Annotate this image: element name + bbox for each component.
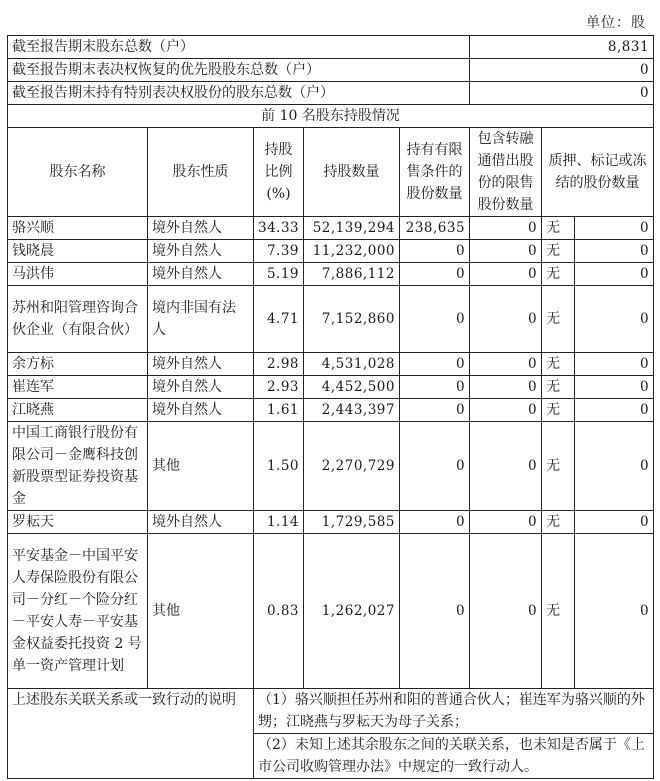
summary-value: 8,831: [470, 36, 654, 59]
lent-shares: 0: [470, 511, 542, 534]
shareholder-nature: 境外自然人: [148, 511, 254, 534]
lent-shares: 0: [470, 422, 542, 511]
summary-row: [8, 59, 654, 82]
shareholder-name: 崔连军: [8, 376, 148, 399]
shareholder-nature: 境内非国有法人: [148, 286, 254, 353]
summary-value: 0: [470, 59, 654, 82]
shareholder-nature: 其他: [148, 534, 254, 689]
table-row: [8, 240, 654, 263]
shareholder-name: 中国工商银行股份有限公司－金鹰科技创新股票型证券投资基金: [8, 422, 148, 511]
pledge-cell: [542, 240, 654, 263]
pledge-status: 无: [542, 422, 575, 510]
pledge-cell: [542, 353, 654, 376]
table-row: [8, 353, 654, 376]
holding-ratio: 1.14: [254, 511, 304, 534]
restricted-shares: 0: [400, 511, 470, 534]
pledge-quantity: 0: [639, 220, 650, 236]
shareholder-name: 钱晓晨: [8, 240, 148, 263]
pledge-quantity: 0: [639, 458, 650, 474]
header-shares: 持股数量: [304, 128, 400, 217]
pledge-cell: [542, 286, 654, 353]
header-name: 股东名称: [8, 128, 148, 217]
table-row: [8, 376, 654, 399]
summary-row: [8, 82, 654, 105]
pledge-cell: [542, 399, 654, 422]
restricted-shares: 0: [400, 376, 470, 399]
pledge-cell: [542, 217, 654, 240]
restricted-shares: 0: [400, 422, 470, 511]
header-lent: 包含转融通借出股份的限售股份数量: [470, 128, 542, 217]
holding-ratio: 1.50: [254, 422, 304, 511]
pledge-status: 无: [542, 534, 575, 688]
summary-row: [8, 36, 654, 59]
shareholder-nature: 境外自然人: [148, 353, 254, 376]
restricted-shares: 0: [400, 286, 470, 353]
pledge-status: 无: [542, 217, 575, 239]
shareholder-nature: 境外自然人: [148, 217, 254, 240]
share-count: 52,139,294: [304, 217, 400, 240]
restricted-shares: 0: [400, 353, 470, 376]
pledge-status: 无: [542, 511, 575, 533]
section-title: 前 10 名股东持股情况: [8, 105, 654, 128]
header-ratio: 持股比例(%): [254, 128, 304, 217]
relation-label: 上述股东关联关系或一致行动的说明: [8, 689, 254, 779]
lent-shares: 0: [470, 217, 542, 240]
restricted-shares: 0: [400, 534, 470, 689]
shareholder-nature: 境外自然人: [148, 263, 254, 286]
relation-text-2: （2）未知上述其余股东之间的关联关系，也未知是否属于《上市公司收购管理办法》中规定的一致行动人。: [254, 734, 654, 779]
lent-shares: 0: [470, 286, 542, 353]
section-title-row: [8, 105, 654, 128]
holding-ratio: 2.93: [254, 376, 304, 399]
header-nature: 股东性质: [148, 128, 254, 217]
shareholder-name: 罗耘天: [8, 511, 148, 534]
shareholder-nature: 境外自然人: [148, 399, 254, 422]
shareholder-name: 骆兴顺: [8, 217, 148, 240]
table-row: [8, 511, 654, 534]
summary-value: 0: [470, 82, 654, 105]
pledge-quantity: 0: [639, 266, 650, 282]
pledge-quantity: 0: [639, 603, 650, 619]
restricted-shares: 0: [400, 263, 470, 286]
table-row: [8, 286, 654, 353]
summary-label: 截至报告期末股东总数（户）: [8, 36, 470, 59]
restricted-shares: 0: [400, 240, 470, 263]
holding-ratio: 1.61: [254, 399, 304, 422]
shareholder-name: 平安基金－中国平安人寿保险股份有限公司－分红－个险分红－平安人寿－平安基金权益委托投资 2 号单一资产管理计划: [8, 534, 148, 689]
holding-ratio: 34.33: [254, 217, 304, 240]
holding-ratio: 0.83: [254, 534, 304, 689]
summary-label: 截至报告期末表决权恢复的优先股股东总数（户）: [8, 59, 470, 82]
table-row: [8, 217, 654, 240]
share-count: 2,443,397: [304, 399, 400, 422]
pledge-quantity: 0: [639, 514, 650, 530]
pledge-cell: [542, 263, 654, 286]
relation-row: [8, 689, 654, 734]
shareholder-name: 江晓燕: [8, 399, 148, 422]
restricted-shares: 238,635: [400, 217, 470, 240]
pledge-quantity: 0: [639, 402, 650, 418]
table-row: [8, 534, 654, 689]
restricted-shares: 0: [400, 399, 470, 422]
shareholder-nature: 境外自然人: [148, 240, 254, 263]
header-restricted: 持有有限售条件的股份数量: [400, 128, 470, 217]
share-count: 4,452,500: [304, 376, 400, 399]
pledge-cell: [542, 422, 654, 511]
shareholder-nature: 境外自然人: [148, 376, 254, 399]
pledge-quantity: 0: [639, 356, 650, 372]
pledge-cell: [542, 534, 654, 689]
share-count: 7,886,112: [304, 263, 400, 286]
pledge-quantity: 0: [639, 379, 650, 395]
lent-shares: 0: [470, 534, 542, 689]
shareholder-name: 余方标: [8, 353, 148, 376]
shareholder-name: 苏州和阳管理咨询合伙企业（有限合伙）: [8, 286, 148, 353]
lent-shares: 0: [470, 240, 542, 263]
shareholder-nature: 其他: [148, 422, 254, 511]
share-count: 2,270,729: [304, 422, 400, 511]
pledge-quantity: 0: [639, 311, 650, 327]
lent-shares: 0: [470, 263, 542, 286]
table-row: [8, 399, 654, 422]
unit-label: 单位：股: [586, 15, 646, 31]
lent-shares: 0: [470, 399, 542, 422]
pledge-status: 无: [542, 240, 575, 262]
holding-ratio: 5.19: [254, 263, 304, 286]
relation-text-1: （1）骆兴顺担任苏州和阳的普通合伙人；崔连军为骆兴顺的外甥；江晓燕与罗耘天为母子关系；: [254, 689, 654, 734]
share-count: 11,232,000: [304, 240, 400, 263]
share-count: 4,531,028: [304, 353, 400, 376]
summary-label: 截至报告期末持有特别表决权股份的股东总数（户）: [8, 82, 470, 105]
lent-shares: 0: [470, 353, 542, 376]
share-count: 7,152,860: [304, 286, 400, 353]
pledge-cell: [542, 511, 654, 534]
lent-shares: 0: [470, 376, 542, 399]
shareholder-name: 马洪伟: [8, 263, 148, 286]
shareholder-table: [7, 35, 654, 779]
holding-ratio: 7.39: [254, 240, 304, 263]
holding-ratio: 4.71: [254, 286, 304, 353]
table-row: [8, 422, 654, 511]
pledge-quantity: 0: [639, 243, 650, 259]
share-count: 1,262,027: [304, 534, 400, 689]
pledge-status: 无: [542, 376, 575, 398]
pledge-status: 无: [542, 286, 575, 352]
pledge-status: 无: [542, 399, 575, 421]
holding-ratio: 2.98: [254, 353, 304, 376]
table-row: [8, 263, 654, 286]
pledge-cell: [542, 376, 654, 399]
pledge-status: 无: [542, 353, 575, 375]
header-pledged: 质押、标记或冻结的股份数量: [542, 128, 654, 217]
share-count: 1,729,585: [304, 511, 400, 534]
header-row: [8, 128, 654, 217]
pledge-status: 无: [542, 263, 575, 285]
